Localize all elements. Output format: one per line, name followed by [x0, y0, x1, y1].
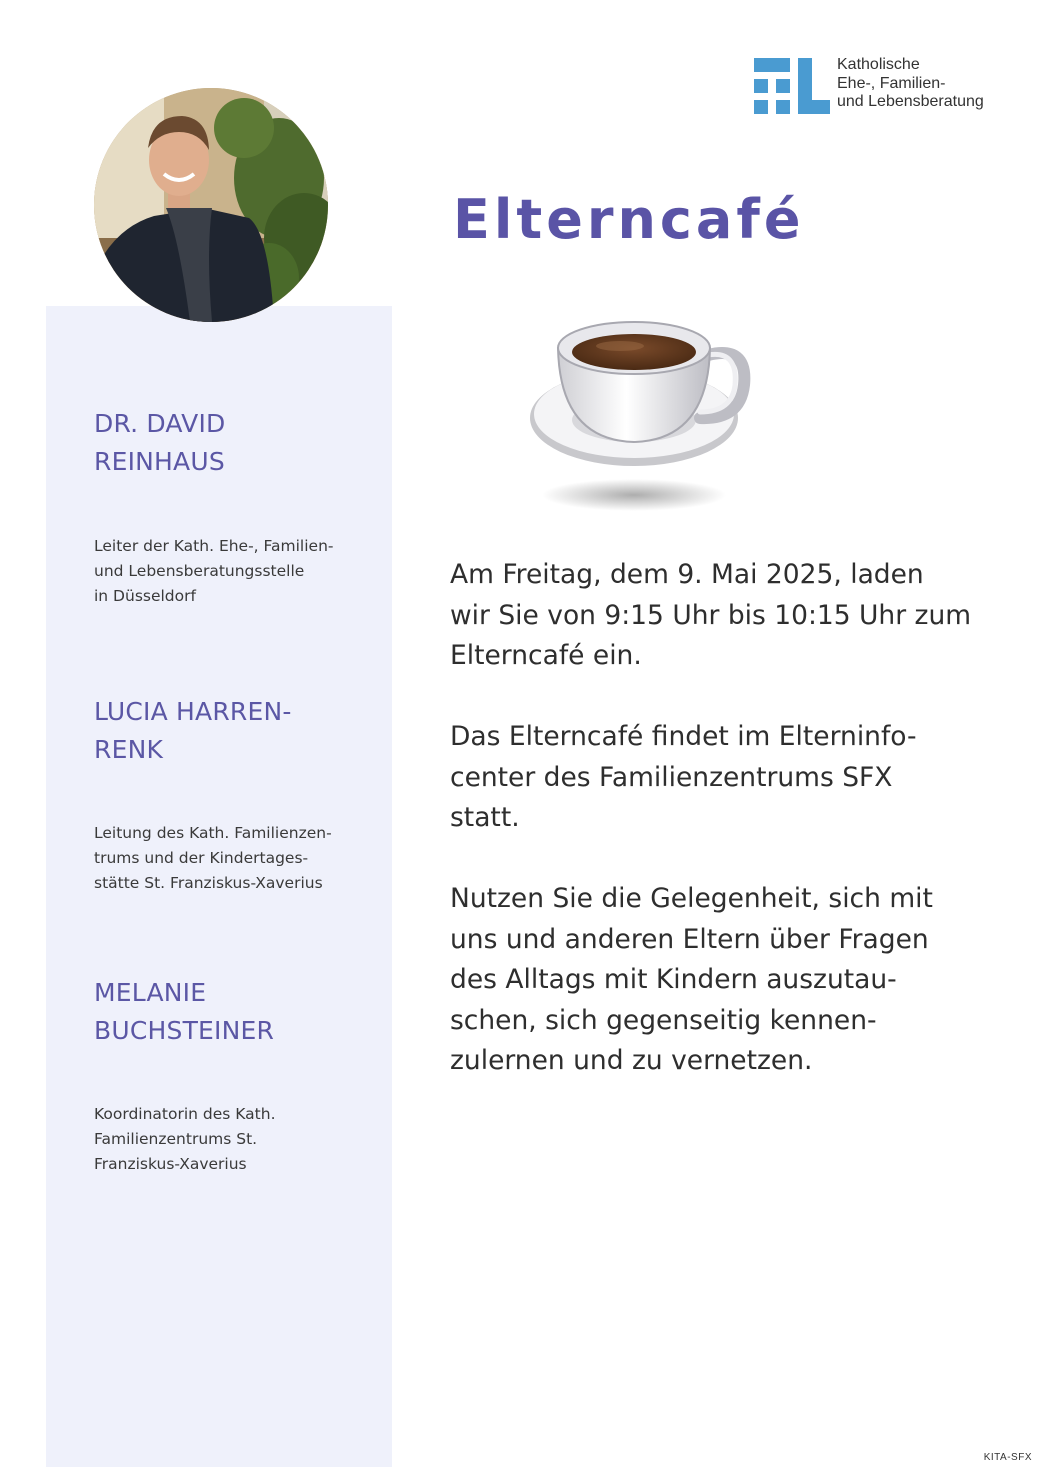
role-line: Franziskus-Xaverius: [94, 1155, 247, 1173]
text-line: Das Elterncafé findet im Elterninfo-: [450, 721, 917, 752]
role-line: stätte St. Franziskus-Xaverius: [94, 874, 323, 892]
paragraph-date: [450, 555, 1010, 677]
coffee-cup-icon: [522, 300, 752, 515]
name-line: DR. DAVID: [94, 409, 226, 438]
text-line: statt.: [450, 802, 520, 833]
role-line: Koordinatorin des Kath.: [94, 1105, 276, 1123]
text-line: uns und anderen Eltern über Fragen: [450, 923, 929, 955]
person-name-buchsteiner: [94, 974, 374, 1050]
text-line: Nutzen Sie die Gelegenheit, sich mit: [450, 883, 933, 914]
name-line: LUCIA HARREN-: [94, 697, 292, 726]
text-line: schen, sich gegenseitig kennen-: [450, 1004, 877, 1036]
footer-code: KITA-SFX: [983, 1452, 1032, 1463]
person-name-reinhaus: [94, 405, 374, 481]
logo-line: Katholische: [837, 56, 920, 73]
logo-text: [837, 56, 1012, 112]
main-content: [450, 555, 1010, 1122]
efl-logo-icon: [754, 58, 830, 114]
role-line: Leitung des Kath. Familienzen-: [94, 824, 332, 842]
person-role-buchsteiner: [94, 1102, 384, 1177]
text-line: wir Sie von 9:15 Uhr bis 10:15 Uhr zum: [450, 599, 972, 631]
name-line: REINHAUS: [94, 447, 225, 476]
paragraph-location: [450, 717, 1010, 839]
name-line: RENK: [94, 735, 164, 764]
text-line: zulernen und zu vernetzen.: [450, 1045, 813, 1076]
logo: [754, 56, 1006, 114]
paragraph-invitation: [450, 879, 1010, 1082]
portrait-photo: [94, 88, 328, 322]
name-line: MELANIE: [94, 978, 207, 1007]
text-line: Am Freitag, dem 9. Mai 2025, laden: [450, 559, 924, 590]
text-line: Elterncafé ein.: [450, 640, 642, 671]
role-line: Leiter der Kath. Ehe-, Familien-: [94, 537, 334, 555]
name-line: BUCHSTEINER: [94, 1016, 275, 1045]
person-name-harren-renk: [94, 693, 374, 769]
page-title: Elterncafé: [453, 188, 805, 251]
text-line: center des Familienzentrums SFX: [450, 761, 893, 793]
logo-line: und Lebensberatung: [837, 93, 984, 110]
role-line: und Lebensberatungsstelle: [94, 562, 305, 580]
logo-line: Ehe-, Familien-: [837, 74, 946, 92]
person-role-reinhaus: [94, 534, 384, 609]
text-line: des Alltags mit Kindern auszutau-: [450, 964, 897, 995]
portrait-illustration: [94, 88, 328, 322]
role-line: in Düsseldorf: [94, 587, 196, 605]
role-line: Familienzentrums St.: [94, 1130, 258, 1148]
person-role-harren-renk: [94, 821, 384, 896]
role-line: trums und der Kindertages-: [94, 849, 309, 867]
